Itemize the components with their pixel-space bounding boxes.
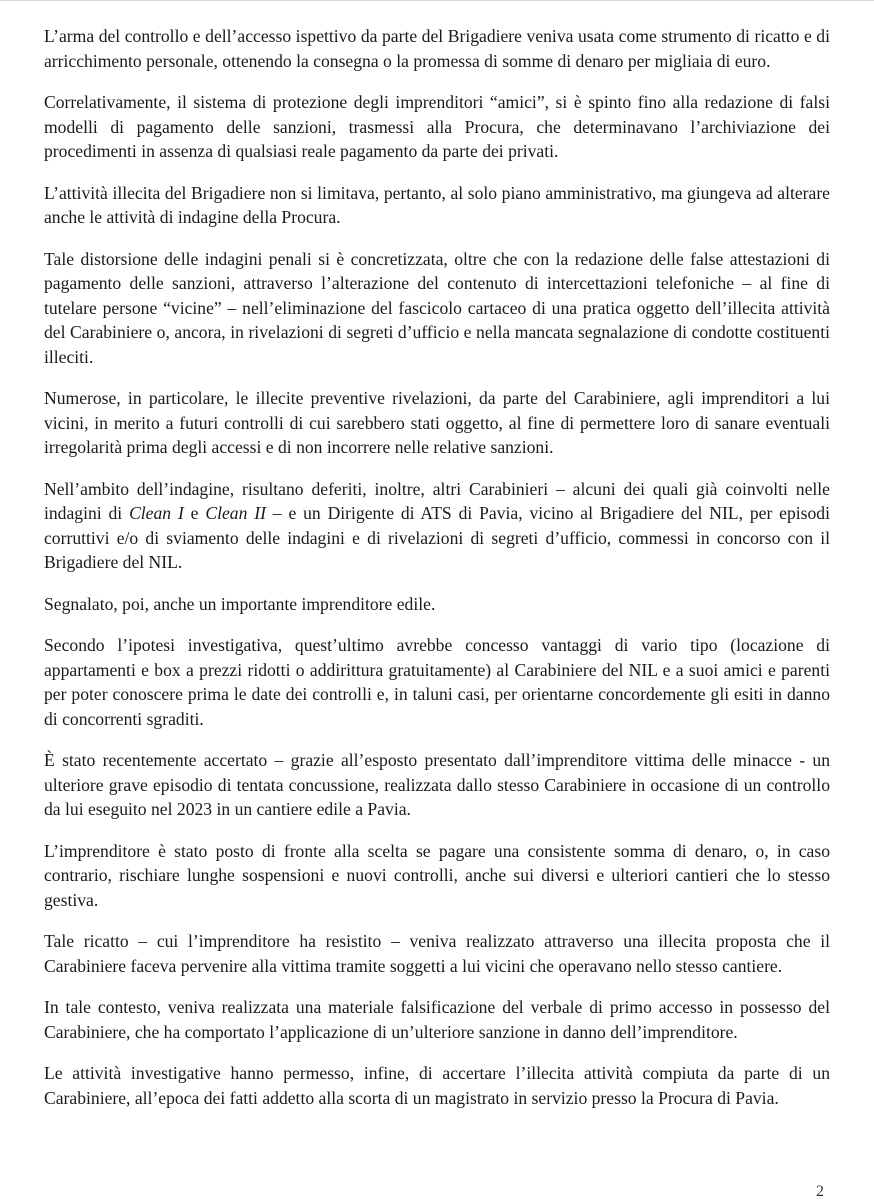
paragraph-10: L’imprenditore è stato posto di fronte alla scelta se pagare una consistente somma di denaro, o, in caso contrario, rischiare lunghe sospensioni e nuovi controlli, anche sui diversi e ulteriori cantieri che lo stesso gestiva. xyxy=(44,840,830,910)
paragraph-11: Tale ricatto – cui l’imprenditore ha resistito – veniva realizzato attraverso una illecita proposta che il Carabiniere faceva pervenire alla vittima tramite soggetti a lui vicini che operavano nello stesso cantiere. xyxy=(44,931,830,976)
paragraph-6-text-a: Nell’ambito dell’indagine, risultano deferiti, inoltre, altri Carabinieri – alcuni dei quali già coinvolti nelle indagini di xyxy=(44,478,830,523)
page-number: 2 xyxy=(816,1183,824,1200)
paragraph-4: Tale distorsione delle indagini penali si è concretizzata, oltre che con la redazione delle false attestazioni di pagamento delle sanzioni, attraverso l’alterazione del contenuto di intercettazioni telefoniche – al fine di tutelare persone “vicine” – nell’eliminazione del fascicolo cartaceo di una pratica oggetto dell’illecita attività del Carabiniere o, ancora, in rivelazioni di segreti d’ufficio e nella mancata segnalazione di condotte costituenti illeciti. xyxy=(44,248,830,367)
paragraph-6-text-e: – e un Dirigente di ATS di Pavia, vicino al Brigadiere del NIL, per episodi corruttivi e/o di sviamento delle indagini e di rivelazioni di segreti d’ufficio, commessi in concorso con il Brigadiere del NIL. xyxy=(44,503,830,572)
paragraph-7: Segnalato, poi, anche un importante imprenditore edile. xyxy=(44,593,436,614)
paragraph-2: Correlativamente, il sistema di protezione degli imprenditori “amici”, si è spinto fino alla redazione di falsi modelli di pagamento delle sanzioni, trasmessi alla Procura, che determinavano l’archiviazione dei procedimenti in assenza di qualsiasi reale pagamento da parte dei privati. xyxy=(44,92,830,161)
document-body xyxy=(44,24,830,1127)
case-name-clean-2: Clean II xyxy=(205,503,266,523)
paragraph-8: Secondo l’ipotesi investigativa, quest’ultimo avrebbe concesso vantaggi di vario tipo (locazione di appartamenti e box a prezzi ridotti o addirittura gratuitamente) al Carabiniere del NIL e a suoi amici e parenti per poter conoscere prima le date dei controlli e, in taluni casi, per orientarne concordemente gli esiti in danno di concorrenti sgraditi. xyxy=(44,635,830,729)
paragraph-6 xyxy=(44,477,830,575)
top-border xyxy=(0,0,874,1)
paragraph-5: Numerose, in particolare, le illecite preventive rivelazioni, da parte del Carabiniere, agli imprenditori a lui vicini, in merito a futuri controlli di cui sarebbero stati oggetto, al fine di permettere loro di sanare eventuali irregolarità prima degli accessi e di non incorrere nelle relative sanzioni. xyxy=(44,388,830,457)
paragraph-13: Le attività investigative hanno permesso, infine, di accertare l’illecita attività compiuta da parte di un Carabiniere, all’epoca dei fatti addetto alla scorta di un magistrato in servizio presso la Procura di Pavia. xyxy=(44,1063,830,1108)
paragraph-12: In tale contesto, veniva realizzata una materiale falsificazione del verbale di primo accesso in possesso del Carabiniere, che ha comportato l’applicazione di un’ulteriore sanzione in danno dell’imprenditore. xyxy=(44,997,830,1042)
paragraph-3: L’attività illecita del Brigadiere non si limitava, pertanto, al solo piano amministrativo, ma giungeva ad alterare anche le attività di indagine della Procura. xyxy=(44,182,830,227)
case-name-clean-1: Clean I xyxy=(129,503,184,523)
paragraph-6-text-c: e xyxy=(183,503,206,523)
paragraph-1: L’arma del controllo e dell’accesso ispettivo da parte del Brigadiere veniva usata come strumento di ricatto e di arricchimento personale, ottenendo la consegna o la promessa di somme di denaro per migliaia di euro. xyxy=(44,26,830,71)
paragraph-9: È stato recentemente accertato – grazie all’esposto presentato dall’imprenditore vittima delle minacce - un ulteriore grave episodio di tentata concussione, realizzata dallo stesso Carabiniere in occasione di un controllo da lui eseguito nel 2023 in un cantiere edile a Pavia. xyxy=(44,750,830,819)
